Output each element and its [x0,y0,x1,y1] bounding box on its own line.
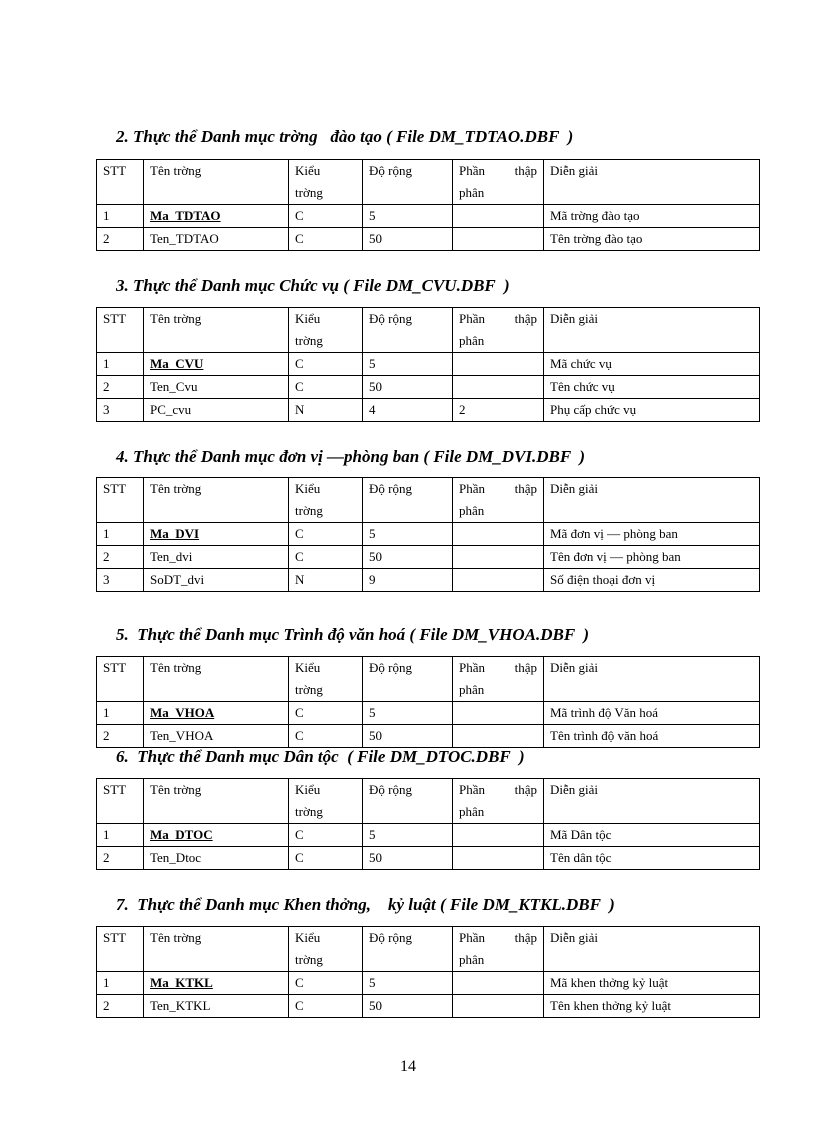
cell-kieu: C [289,972,363,995]
cell-stt: 2 [97,376,144,399]
cell-do-rong: 50 [363,376,453,399]
cell-thap-phan [453,376,544,399]
cell-thap-phan [453,523,544,546]
header-thap-word: thập [514,163,537,178]
header-phan-line2: phân [459,333,485,348]
cell-kieu: C [289,725,363,748]
cell-thap-phan [453,725,544,748]
cell-thap-phan [453,824,544,847]
header-kieu-line2: trờng [295,682,323,697]
cell-dien-giai: Mã Dân tộc [544,824,760,847]
cell-ten-truong: Ma_KTKL [144,972,289,995]
header-ten-truong: Tên trờng [144,927,289,972]
header-kieu-line2: trờng [295,952,323,967]
cell-thap-phan [453,228,544,251]
header-phan-thap-phan [453,657,544,702]
table-row [97,725,760,748]
section-heading: 3. Thực thể Danh mục Chức vụ ( File DM_CVU.DBF ) [116,276,510,295]
header-kieu-line1: Kiểu [295,782,321,797]
header-phan-line1 [459,478,537,500]
cell-ten-truong: Ma_DVI [144,523,289,546]
header-stt: STT [97,657,144,702]
cell-dien-giai: Mã khen thởng kỷ luật [544,972,760,995]
cell-thap-phan [453,569,544,592]
cell-ten-truong: Ma_TDTAO [144,205,289,228]
cell-do-rong: 50 [363,995,453,1018]
cell-do-rong: 50 [363,725,453,748]
table-row [97,228,760,251]
header-kieu-line2: trờng [295,503,323,518]
header-phan-thap-phan [453,779,544,824]
header-phan-word: Phần [459,782,485,797]
cell-dien-giai: Phụ cấp chức vụ [544,399,760,422]
cell-ten-truong: SoDT_dvi [144,569,289,592]
cell-thap-phan [453,205,544,228]
header-phan-word: Phần [459,311,485,326]
header-thap-word: thập [514,311,537,326]
section-heading: 6. Thực thể Danh mục Dân tộc ( File DM_DTOC.DBF ) [116,747,525,766]
header-stt: STT [97,927,144,972]
section-heading: 2. Thực thể Danh mục trờng đào tạo ( File DM_TDTAO.DBF ) [116,127,574,146]
cell-kieu: C [289,546,363,569]
cell-kieu: C [289,353,363,376]
header-do-rong: Độ rộng [363,160,453,205]
header-phan-line2: phân [459,952,485,967]
table-row [97,702,760,725]
cell-do-rong: 5 [363,702,453,725]
header-phan-word: Phần [459,930,485,945]
cell-ten-truong: Ten_KTKL [144,995,289,1018]
cell-stt: 2 [97,847,144,870]
header-ten-truong: Tên trờng [144,308,289,353]
header-phan-line2: phân [459,804,485,819]
header-phan-word: Phần [459,163,485,178]
section-heading: 4. Thực thể Danh mục đơn vị —phòng ban ( File DM_DVI.DBF ) [116,447,586,466]
cell-dien-giai: Mã đơn vị — phòng ban [544,523,760,546]
header-stt: STT [97,160,144,205]
cell-thap-phan [453,972,544,995]
cell-kieu: C [289,702,363,725]
cell-stt: 2 [97,995,144,1018]
header-kieu-truong [289,927,363,972]
header-stt: STT [97,478,144,523]
cell-stt: 3 [97,569,144,592]
cell-stt: 1 [97,972,144,995]
header-kieu-truong [289,478,363,523]
cell-ten-truong: Ma_CVU [144,353,289,376]
table-row [97,847,760,870]
header-do-rong: Độ rộng [363,657,453,702]
cell-kieu: C [289,847,363,870]
field-table [96,926,760,1018]
cell-stt: 2 [97,228,144,251]
cell-kieu: C [289,228,363,251]
cell-thap-phan [453,702,544,725]
cell-stt: 1 [97,205,144,228]
field-table [96,778,760,870]
cell-ten-truong: Ten_VHOA [144,725,289,748]
header-phan-line2: phân [459,503,485,518]
field-table [96,656,760,748]
header-phan-thap-phan [453,478,544,523]
cell-thap-phan: 2 [453,399,544,422]
table-header-row [97,927,760,972]
cell-dien-giai: Tên chức vụ [544,376,760,399]
table-row [97,399,760,422]
header-phan-line2: phân [459,185,485,200]
table-row [97,824,760,847]
header-phan-line1 [459,779,537,801]
header-phan-line1 [459,160,537,182]
field-table [96,477,760,592]
cell-kieu: N [289,399,363,422]
header-stt: STT [97,308,144,353]
cell-dien-giai: Tên trình độ văn hoá [544,725,760,748]
cell-do-rong: 50 [363,847,453,870]
cell-dien-giai: Mã trờng đào tạo [544,205,760,228]
cell-stt: 1 [97,523,144,546]
header-kieu-line1: Kiểu [295,930,321,945]
cell-ten-truong: Ten_TDTAO [144,228,289,251]
cell-do-rong: 50 [363,228,453,251]
cell-kieu: N [289,569,363,592]
header-dien-giai: Diễn giải [544,308,760,353]
cell-stt: 2 [97,546,144,569]
header-kieu-line1: Kiểu [295,481,321,496]
header-ten-truong: Tên trờng [144,779,289,824]
cell-dien-giai: Tên dân tộc [544,847,760,870]
table-header-row [97,160,760,205]
table-header-row [97,308,760,353]
header-kieu-line2: trờng [295,333,323,348]
cell-stt: 1 [97,824,144,847]
header-kieu-line2: trờng [295,804,323,819]
cell-ten-truong: Ma_VHOA [144,702,289,725]
cell-thap-phan [453,546,544,569]
header-thap-word: thập [514,782,537,797]
cell-kieu: C [289,205,363,228]
header-kieu-line2: trờng [295,185,323,200]
table-header-row [97,478,760,523]
field-table [96,159,760,251]
table-row [97,995,760,1018]
header-dien-giai: Diễn giải [544,478,760,523]
cell-ten-truong: Ten_Cvu [144,376,289,399]
header-ten-truong: Tên trờng [144,657,289,702]
header-do-rong: Độ rộng [363,308,453,353]
cell-do-rong: 5 [363,523,453,546]
header-do-rong: Độ rộng [363,779,453,824]
cell-do-rong: 4 [363,399,453,422]
cell-do-rong: 5 [363,353,453,376]
header-phan-word: Phần [459,660,485,675]
header-phan-line1 [459,927,537,949]
header-phan-word: Phần [459,481,485,496]
header-kieu-line1: Kiểu [295,163,321,178]
header-phan-line1 [459,308,537,330]
header-ten-truong: Tên trờng [144,160,289,205]
cell-ten-truong: Ten_Dtoc [144,847,289,870]
cell-stt: 3 [97,399,144,422]
cell-thap-phan [453,995,544,1018]
header-kieu-line1: Kiểu [295,660,321,675]
cell-dien-giai: Tên trờng đào tạo [544,228,760,251]
header-do-rong: Độ rộng [363,478,453,523]
cell-kieu: C [289,995,363,1018]
header-kieu-truong [289,657,363,702]
cell-ten-truong: Ten_dvi [144,546,289,569]
header-kieu-truong [289,308,363,353]
header-dien-giai: Diễn giải [544,160,760,205]
header-phan-line2: phân [459,682,485,697]
cell-do-rong: 5 [363,205,453,228]
header-dien-giai: Diễn giải [544,779,760,824]
cell-do-rong: 50 [363,546,453,569]
table-header-row [97,779,760,824]
table-row [97,376,760,399]
cell-do-rong: 5 [363,972,453,995]
cell-thap-phan [453,353,544,376]
cell-do-rong: 9 [363,569,453,592]
header-thap-word: thập [514,930,537,945]
field-table [96,307,760,422]
header-kieu-line1: Kiểu [295,311,321,326]
header-phan-thap-phan [453,308,544,353]
table-row [97,569,760,592]
section-heading: 5. Thực thể Danh mục Trình độ văn hoá ( File DM_VHOA.DBF ) [116,625,590,644]
header-thap-word: thập [514,660,537,675]
table-row [97,353,760,376]
header-do-rong: Độ rộng [363,927,453,972]
table-row [97,546,760,569]
header-dien-giai: Diễn giải [544,657,760,702]
header-phan-thap-phan [453,927,544,972]
section-heading: 7. Thực thể Danh mục Khen thởng, kỷ luật ( File DM_KTKL.DBF ) [116,895,615,914]
cell-kieu: C [289,824,363,847]
cell-dien-giai: Tên đơn vị — phòng ban [544,546,760,569]
cell-ten-truong: PC_cvu [144,399,289,422]
cell-stt: 2 [97,725,144,748]
header-phan-line1 [459,657,537,679]
header-phan-thap-phan [453,160,544,205]
header-kieu-truong [289,779,363,824]
cell-kieu: C [289,523,363,546]
header-dien-giai: Diễn giải [544,927,760,972]
cell-do-rong: 5 [363,824,453,847]
cell-stt: 1 [97,702,144,725]
cell-dien-giai: Số điện thoại đơn vị [544,569,760,592]
cell-stt: 1 [97,353,144,376]
cell-dien-giai: Mã chức vụ [544,353,760,376]
header-ten-truong: Tên trờng [144,478,289,523]
cell-dien-giai: Tên khen thởng kỷ luật [544,995,760,1018]
table-header-row [97,657,760,702]
table-row [97,972,760,995]
table-row [97,523,760,546]
table-row [97,205,760,228]
header-thap-word: thập [514,481,537,496]
header-stt: STT [97,779,144,824]
page-number: 14 [400,1058,416,1075]
cell-dien-giai: Mã trình độ Văn hoá [544,702,760,725]
header-kieu-truong [289,160,363,205]
cell-kieu: C [289,376,363,399]
cell-ten-truong: Ma_DTOC [144,824,289,847]
cell-thap-phan [453,847,544,870]
